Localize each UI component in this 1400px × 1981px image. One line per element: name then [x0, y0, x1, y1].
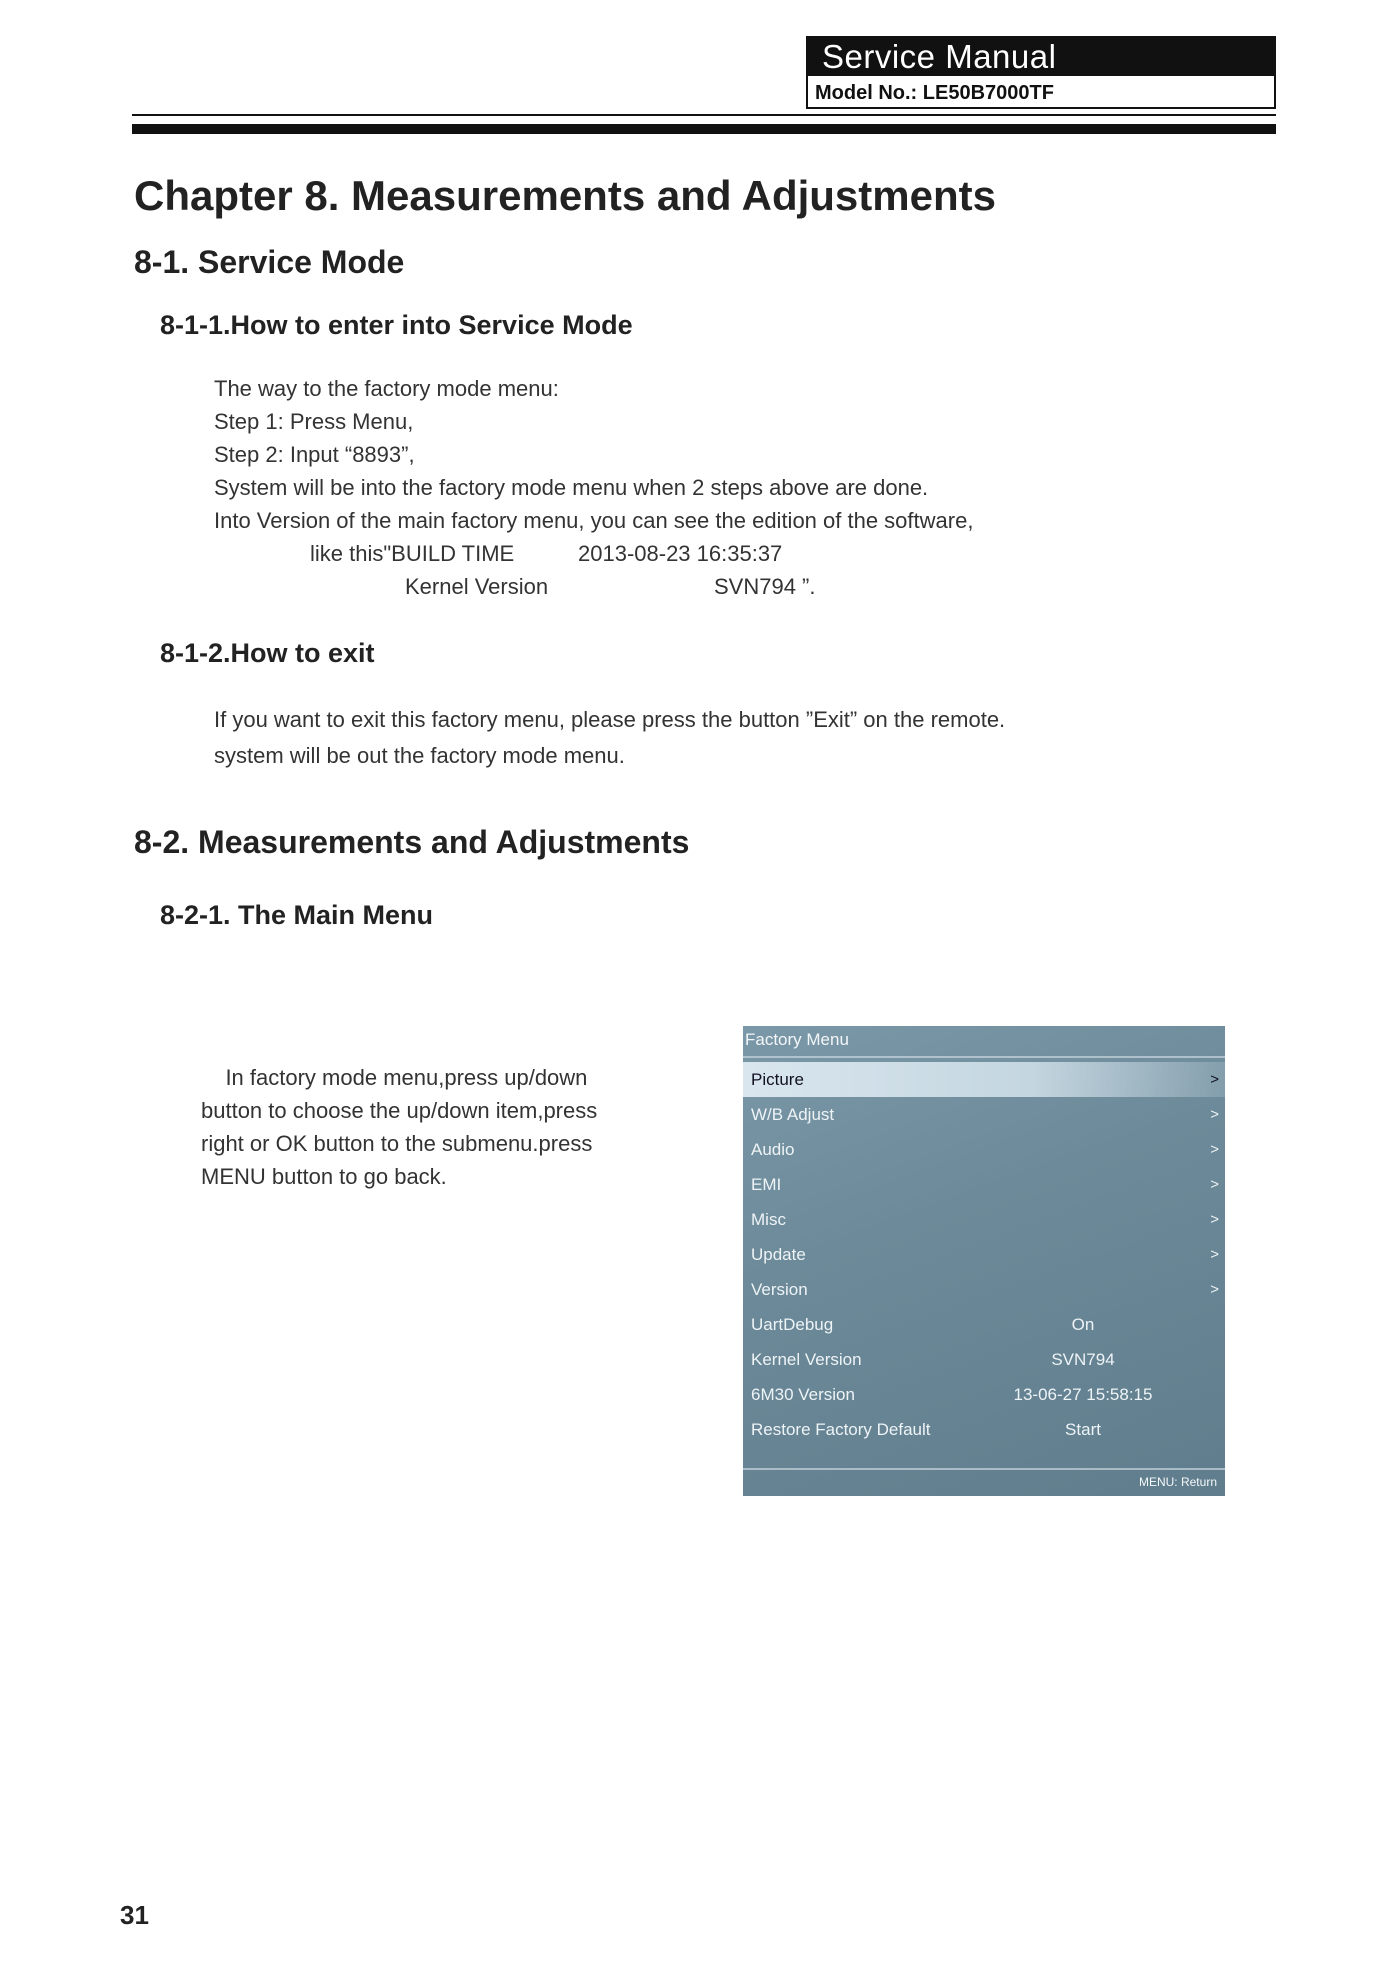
- menu-item-label: Misc: [751, 1210, 786, 1229]
- menu-item-label: EMI: [751, 1175, 782, 1194]
- factory-menu-item-wb-adjust: [743, 1097, 1225, 1132]
- model-number: Model No.: LE50B7000TF: [815, 82, 1054, 104]
- section-8-1-title: 8-1. Service Mode: [134, 244, 405, 280]
- section-8-1-1-title: 8-1-1.How to enter into Service Mode: [160, 310, 633, 340]
- menu-item-label: Audio: [751, 1140, 795, 1159]
- paragraph-line: Step 1: Press Menu,: [214, 409, 414, 434]
- menu-item-label: Picture: [751, 1070, 804, 1089]
- factory-menu-title: Factory Menu: [745, 1030, 849, 1049]
- menu-item-value: Start: [1065, 1420, 1101, 1439]
- menu-item-label: W/B Adjust: [751, 1105, 835, 1124]
- paragraph-line: system will be out the factory mode menu.: [214, 743, 625, 768]
- factory-menu-item-update: [743, 1237, 1225, 1272]
- header-title: Service Manual: [808, 38, 1274, 76]
- menu-item-value: On: [1071, 1315, 1095, 1334]
- section-8-1-2-title: 8-1-2.How to exit: [160, 638, 375, 668]
- menu-item-label: Update: [751, 1245, 806, 1264]
- chevron-right-icon: >: [1210, 1246, 1219, 1263]
- factory-menu-item-emi: [743, 1167, 1225, 1202]
- factory-menu-item-version: [743, 1272, 1225, 1307]
- menu-item-label: Kernel Version: [751, 1350, 862, 1369]
- paragraph-line: In factory mode menu,press up/down: [201, 1065, 588, 1090]
- paragraph-line: If you want to exit this factory menu, please press the button ”Exit” on the remote.: [214, 707, 1006, 732]
- chevron-right-icon: >: [1210, 1176, 1219, 1193]
- header-rule-thin: [132, 114, 1276, 116]
- menu-item-label: UartDebug: [751, 1315, 834, 1334]
- factory-menu-item-audio: [743, 1132, 1225, 1167]
- chevron-right-icon: >: [1210, 1071, 1219, 1088]
- factory-menu-item-misc: [743, 1202, 1225, 1237]
- factory-menu-item-uartdebug: [743, 1307, 1225, 1342]
- menu-item-value: SVN794: [1051, 1350, 1115, 1369]
- build-time-value: 2013-08-23 16:35:37: [578, 541, 783, 566]
- factory-menu-item-kernel-version: [743, 1342, 1225, 1377]
- menu-item-label: 6M30 Version: [751, 1385, 855, 1404]
- factory-menu-footer-divider: [743, 1468, 1225, 1470]
- chevron-right-icon: >: [1210, 1141, 1219, 1158]
- factory-menu-item-picture: [743, 1062, 1225, 1097]
- build-time-label: like this"BUILD TIME: [310, 541, 515, 566]
- menu-item-label: Restore Factory Default: [751, 1420, 931, 1439]
- chevron-right-icon: >: [1210, 1211, 1219, 1228]
- kernel-version-label: Kernel Version: [405, 574, 549, 599]
- paragraph-line: System will be into the factory mode menu when 2 steps above are done.: [214, 475, 929, 500]
- paragraph-line: button to choose the up/down item,press: [201, 1098, 598, 1123]
- factory-menu-footer-hint: MENU: Return: [1138, 1475, 1217, 1489]
- chevron-right-icon: >: [1210, 1106, 1219, 1123]
- factory-menu-screenshot: [743, 1026, 1225, 1496]
- factory-menu-title-divider: [743, 1056, 1225, 1058]
- menu-item-label: Version: [751, 1280, 808, 1299]
- section-8-2-title: 8-2. Measurements and Adjustments: [134, 824, 690, 860]
- chapter-title: Chapter 8. Measurements and Adjustments: [134, 172, 996, 219]
- page-number: 31: [120, 1900, 149, 1930]
- chevron-right-icon: >: [1210, 1281, 1219, 1298]
- section-8-2-1-title: 8-2-1. The Main Menu: [160, 900, 434, 930]
- paragraph-line: Into Version of the main factory menu, you can see the edition of the software,: [214, 508, 974, 533]
- header-rule-thick: [132, 124, 1276, 134]
- paragraph-line: right or OK button to the submenu.press: [201, 1131, 593, 1156]
- kernel-version-value: SVN794 ”.: [714, 574, 816, 599]
- menu-item-value: 13-06-27 15:58:15: [1013, 1385, 1153, 1404]
- factory-menu-item-restore-default: [743, 1412, 1225, 1447]
- factory-menu-item-6m30-version: [743, 1377, 1225, 1412]
- paragraph-line: The way to the factory mode menu:: [214, 376, 559, 401]
- paragraph-line: Step 2: Input “8893”,: [214, 442, 415, 467]
- paragraph-line: MENU button to go back.: [201, 1164, 447, 1189]
